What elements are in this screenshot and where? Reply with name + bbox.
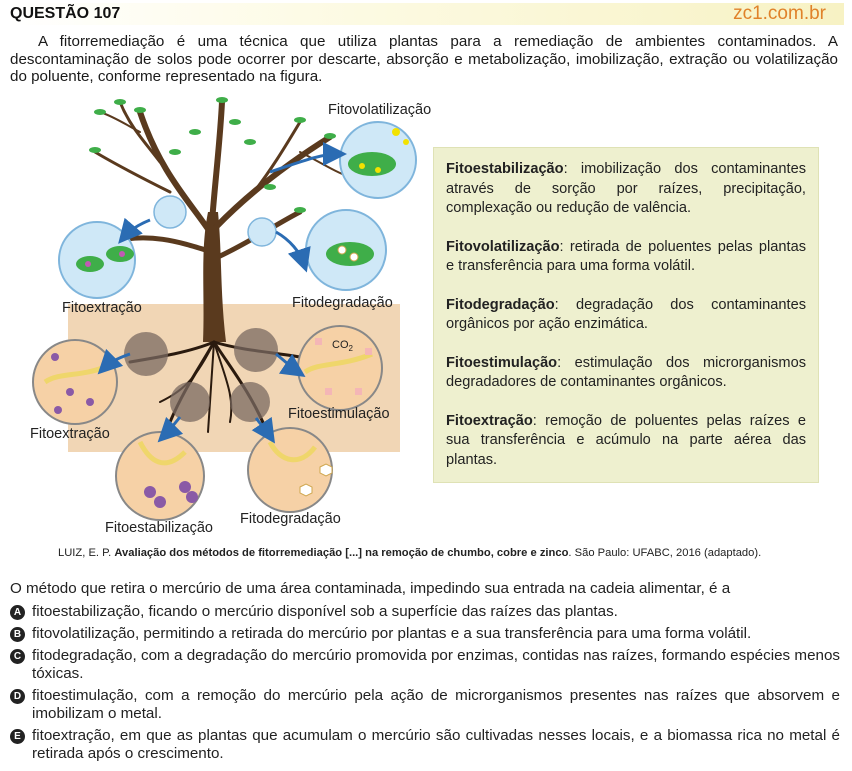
phytoextraction-soil-circle [33,340,117,424]
label-fitoextracao-top: Fitoextração [62,300,142,316]
definition-fitovolatilizacao: Fitovolatilização: retirada de poluentes pelas plantas e transferência para uma forma volátil. [446,238,806,274]
definition-fitodegradacao: Fitodegradação: degradação dos contaminantes orgânicos por ação enzimática. [446,296,806,332]
zoom-circle-root-bottom-right [230,382,270,422]
label-fitodegradacao-bottom: Fitodegradação [240,511,341,527]
answer-options [10,603,840,767]
option-letter: B [10,627,25,642]
option-c[interactable]: C fitodegradação, com a degradação do mercúrio promovida por enzimas, contidas nas raízes, formando espécies menos tóxicas. [10,647,840,683]
definition-fitoextracao: Fitoextração: remoção de poluentes pelas raízes e sua transferência e acúmulo na parte aérea das plantas. [446,412,806,468]
zoom-circle-root-left [124,332,168,376]
label-fitovolatilizacao: Fitovolatilização [328,102,432,118]
definitions-box [433,147,819,483]
phytostabilization-circle [116,432,204,520]
zoom-circle-root-right [234,328,278,372]
label-fitoestabilizacao: Fitoestabilização [105,520,213,536]
phytoextraction-top-circle [59,222,135,298]
option-letter: C [10,649,25,664]
figure-caption: LUIZ, E. P. Avaliação dos métodos de fitorremediação [...] na remoção de chumbo, cobre e zinco. São Paulo: UFABC, 2016 (adaptado). [58,547,762,559]
zoom-circle-leaf-right [248,218,276,246]
option-letter: A [10,605,25,620]
option-d[interactable]: D fitoestimulação, com a remoção do mercúrio pela ação de microrganismos presentes nas raízes que absorvem e imobilizam o metal. [10,687,840,723]
definition-fitoestimulacao: Fitoestimulação: estimulação dos microrganismos degradadores de contaminantes orgânicos. [446,354,806,390]
label-fitodegradacao-top: Fitodegradação [292,295,393,311]
option-letter: D [10,689,25,704]
label-fitoextracao-bottom: Fitoextração [30,426,110,442]
zoom-circle-leaf-left [154,196,186,228]
question-title: QUESTÃO 107 [10,5,121,22]
label-fitoestimulacao: Fitoestimulação [288,406,390,422]
phytovolatilization-circle [340,122,416,198]
phytodegradation-top-circle [306,210,386,290]
option-b[interactable]: B fitovolatilização, permitindo a retirada do mercúrio por plantas e a sua transferência para uma forma volátil. [10,625,840,643]
zoom-circle-root-bottom-left [170,382,210,422]
label-co2: $CO_2$ [332,339,353,354]
brand-logo[interactable]: zc1.com.br [733,3,826,24]
definition-fitoestabilizacao: Fitoestabilização: imobilização dos contaminantes através de sorção por raízes, precipitação, complexação ou redução de valência. [446,161,806,216]
question-stem: O método que retira o mercúrio de uma área contaminada, impedindo sua entrada na cadeia alimentar, é a [10,580,731,597]
intro-paragraph: A fitorremediação é uma técnica que utiliza plantas para a remediação de ambientes contaminados. A descontaminação de solos pode ocorrer por descarte, absorção e metabolização, imobilização, extração ou volatilização do poluente, conforme representado na figura. [10,33,838,85]
option-letter: E [10,729,25,744]
option-a[interactable]: A fitoestabilização, ficando o mercúrio disponível sob a superfície das raízes das plantas. [10,603,840,621]
question-header [8,3,844,25]
phytodegradation-soil-circle [248,428,332,512]
option-e[interactable]: E fitoextração, em que as plantas que acumulam o mercúrio são cultivadas nesses locais, e a biomassa rica no metal é retirada após o crescimento. [10,727,840,763]
